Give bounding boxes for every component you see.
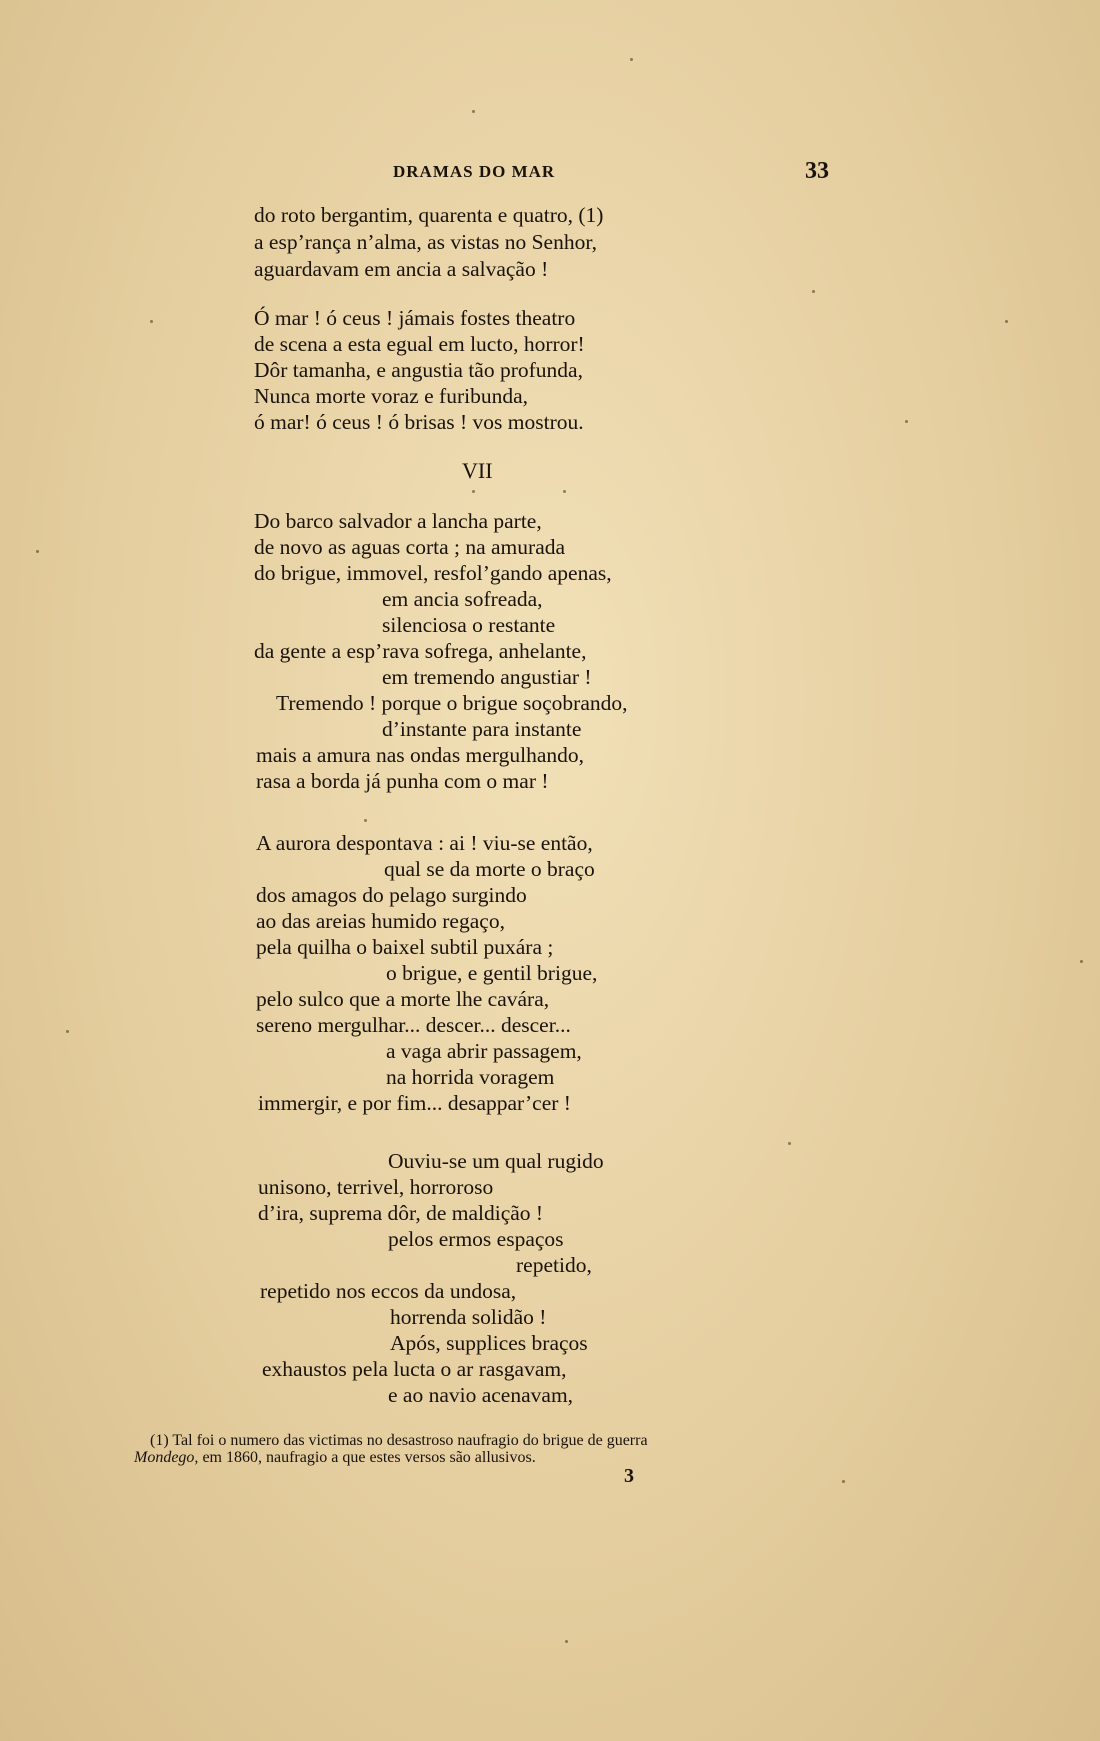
verse-line: e ao navio acenavam, bbox=[388, 1383, 574, 1407]
verse-line: d’instante para instante bbox=[382, 717, 582, 741]
verse-line: de scena a esta egual em lucto, horror! bbox=[254, 332, 585, 356]
paper-speck bbox=[150, 320, 153, 323]
verse-line: rasa a borda já punha com o mar ! bbox=[256, 769, 549, 793]
verse-line: immergir, e por fim... desappar’cer ! bbox=[258, 1091, 571, 1115]
paper-speck bbox=[364, 819, 367, 822]
verse-line: do roto bergantim, quarenta e quatro, (1) bbox=[254, 203, 604, 227]
paper-speck bbox=[905, 420, 908, 423]
paper-speck bbox=[563, 490, 566, 493]
verse-line: em ancia sofreada, bbox=[382, 587, 543, 611]
verse-line: ao das areias humido regaço, bbox=[256, 909, 505, 933]
verse-line: qual se da morte o braço bbox=[384, 857, 595, 881]
verse-line: Ouviu-se um qual rugido bbox=[388, 1149, 604, 1173]
footnote-line-1: (1) Tal foi o numero das victimas no desastroso naufragio do brigue de guerra bbox=[150, 1432, 648, 1449]
paper-speck bbox=[565, 1640, 568, 1643]
verse-line: na horrida voragem bbox=[386, 1065, 555, 1089]
verse-line: pela quilha o baixel subtil puxára ; bbox=[256, 935, 554, 959]
verse-line: mais a amura nas ondas mergulhando, bbox=[256, 743, 584, 767]
verse-line: sereno mergulhar... descer... descer... bbox=[256, 1013, 571, 1037]
paper-speck bbox=[36, 550, 39, 553]
footnote-line-2 bbox=[134, 1449, 536, 1467]
verse-line: repetido nos eccos da undosa, bbox=[260, 1279, 517, 1303]
verse-line: silenciosa o restante bbox=[382, 613, 556, 637]
verse-line: do brigue, immovel, resfol’gando apenas, bbox=[254, 561, 612, 585]
paper-speck bbox=[66, 1030, 69, 1033]
paper-speck bbox=[472, 490, 475, 493]
paper-speck bbox=[1080, 960, 1083, 963]
verse-line: Nunca morte voraz e furibunda, bbox=[254, 384, 529, 408]
verse-line: Dôr tamanha, e angustia tão profunda, bbox=[254, 358, 583, 382]
section-number: VII bbox=[462, 458, 493, 483]
paper-speck bbox=[788, 1142, 791, 1145]
verse-line: o brigue, e gentil brigue, bbox=[386, 961, 598, 985]
verse-line: pelos ermos espaços bbox=[388, 1227, 564, 1251]
verse-line: pelo sulco que a morte lhe cavára, bbox=[256, 987, 550, 1011]
footnote-ship-name: Mondego, bbox=[134, 1449, 199, 1466]
footnote-text: em 1860, naufragio a que estes versos são allusivos. bbox=[198, 1449, 536, 1466]
verse-line: em tremendo angustiar ! bbox=[382, 665, 592, 689]
signature-mark: 3 bbox=[624, 1465, 634, 1487]
verse-line: unisono, terrivel, horroroso bbox=[258, 1175, 494, 1199]
verse-line: da gente a esp’rava sofrega, anhelante, bbox=[254, 639, 587, 663]
verse-line: horrenda solidão ! bbox=[390, 1305, 547, 1329]
verse-line: dos amagos do pelago surgindo bbox=[256, 883, 527, 907]
verse-line: Tremendo ! porque o brigue soçobrando, bbox=[276, 691, 628, 715]
paper-speck bbox=[630, 58, 633, 61]
verse-line: repetido, bbox=[516, 1253, 592, 1277]
verse-line: a esp’rança n’alma, as vistas no Senhor, bbox=[254, 230, 598, 254]
paper-speck bbox=[812, 290, 815, 293]
verse-line: Do barco salvador a lancha parte, bbox=[254, 509, 542, 533]
verse-line: Após, supplices braços bbox=[390, 1331, 588, 1355]
paper-speck bbox=[472, 110, 475, 113]
page-number: 33 bbox=[805, 158, 829, 184]
verse-line: exhaustos pela lucta o ar rasgavam, bbox=[262, 1357, 567, 1381]
paper-speck bbox=[842, 1480, 845, 1483]
verse-line: A aurora despontava : ai ! viu-se então, bbox=[256, 831, 593, 855]
verse-line: ó mar! ó ceus ! ó brisas ! vos mostrou. bbox=[254, 410, 584, 434]
running-title: DRAMAS DO MAR bbox=[393, 162, 556, 181]
verse-line: d’ira, suprema dôr, de maldição ! bbox=[258, 1201, 544, 1225]
page-header bbox=[0, 158, 1100, 188]
verse-line: aguardavam em ancia a salvação ! bbox=[254, 257, 549, 281]
verse-line: a vaga abrir passagem, bbox=[386, 1039, 582, 1063]
verse-line: de novo as aguas corta ; na amurada bbox=[254, 535, 566, 559]
paper-speck bbox=[1005, 320, 1008, 323]
verse-line: Ó mar ! ó ceus ! jámais fostes theatro bbox=[254, 306, 576, 330]
